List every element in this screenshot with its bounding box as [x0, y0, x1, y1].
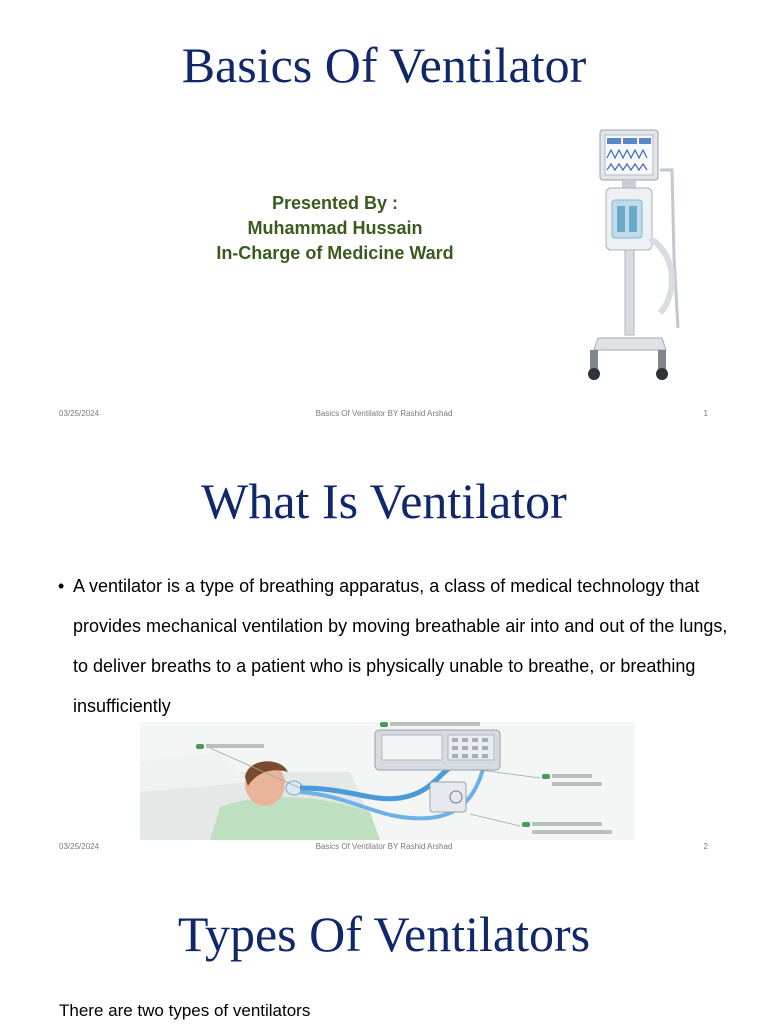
- footer-page-number: 2: [703, 842, 708, 851]
- bullet-item: [58, 566, 728, 726]
- slide-3: [0, 864, 768, 1024]
- slide-title: Types Of Ventilators: [177, 906, 591, 962]
- ventilator-device-image: [580, 128, 690, 383]
- bullet-icon: •: [58, 576, 65, 596]
- presenter-name: Muhammad Hussain: [247, 218, 423, 238]
- footer-text: Basics Of Ventilator BY Rashid Arshad: [315, 842, 453, 851]
- slide-title: Basics Of Ventilator: [181, 37, 587, 93]
- footer-date: 03/25/2024: [59, 842, 100, 851]
- slide-title: What Is Ventilator: [201, 473, 567, 529]
- presenter-block: [160, 191, 510, 266]
- footer-page-number: 1: [703, 409, 708, 418]
- footer-date: 03/25/2024: [59, 409, 100, 418]
- presenter-role: In-Charge of Medicine Ward: [216, 243, 454, 263]
- presenter-label: Presented By :: [271, 193, 399, 213]
- slide-2: [0, 432, 768, 864]
- slide-1: [0, 0, 768, 432]
- ventilator-illustration-image: [140, 722, 635, 840]
- footer-text: Basics Of Ventilator BY Rashid Arshad: [315, 409, 453, 418]
- intro-text: There are two types of ventilators: [59, 1001, 311, 1020]
- bullet-text: A ventilator is a type of breathing apparatus, a class of medical technology that provides mechanical ventilation by moving breathable air into and out of the lungs, to deliver breaths to a patient who is physically unable to breathe, or breathing insufficiently: [73, 576, 728, 716]
